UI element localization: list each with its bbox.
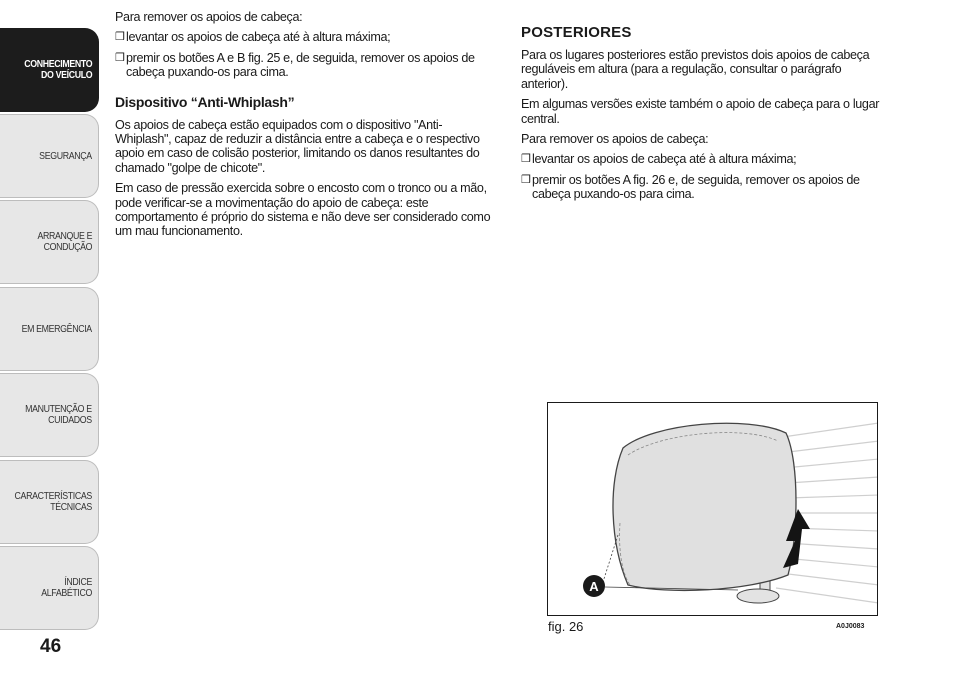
- paragraph: Em algumas versões existe também o apoio de cabeça para o lugar central.: [521, 97, 880, 126]
- list-item: [115, 51, 498, 80]
- bullet-text: premir os botões A e B fig. 25 e, de seguida, remover os apoios de cabeça puxando-os para cima.: [126, 50, 475, 80]
- headrest-drawing: [548, 403, 878, 616]
- checkbox-bullet-icon: ❒: [115, 51, 125, 64]
- list-item: [521, 173, 891, 202]
- checkbox-bullet-icon: ❒: [521, 153, 531, 166]
- tab-indice-alfabetico[interactable]: [0, 546, 99, 630]
- paragraph: Os apoios de cabeça estão equipados com o dispositivo "Anti-Whiplash", capaz de reduzir a distância entre a cabeça e o respectivo apoio em caso de colisão posterior, limitando os danos resultantes do chamado "golpe de chicote".: [115, 117, 480, 175]
- tab-conhecimento-do-veiculo[interactable]: [0, 28, 99, 112]
- tab-label: SEGURANÇA: [39, 150, 92, 162]
- tab-label: CARACTERÍSTICAS TÉCNICAS: [14, 491, 92, 513]
- figure-code: A0J0083: [836, 623, 865, 630]
- tab-label: CONHECIMENTO DO VEÍCULO: [24, 59, 92, 81]
- tab-label: MANUTENÇÃO E CUIDADOS: [25, 404, 92, 426]
- bullet-text: levantar os apoios de cabeça até à altura máxima;: [532, 152, 797, 167]
- list-item: [521, 152, 891, 166]
- tab-manutencao-e-cuidados[interactable]: [0, 373, 99, 457]
- callout-label: A: [589, 579, 599, 594]
- chapter-sidebar: [0, 0, 101, 686]
- tab-em-emergencia[interactable]: [0, 287, 99, 371]
- checkbox-bullet-icon: ❒: [115, 31, 125, 44]
- paragraph: Em caso de pressão exercida sobre o encosto com o tronco ou a mão, pode verificar-se a movimentação do apoio de cabeça: este comportamento é próprio do sistema e não deve ser considerado como um mau funcionamento.: [115, 181, 491, 239]
- tab-seguranca[interactable]: [0, 114, 99, 198]
- figure-caption: fig. 26: [548, 619, 584, 634]
- section-heading-anti-whiplash: Dispositivo “Anti-Whiplash”: [115, 93, 295, 110]
- left-column: [115, 10, 498, 245]
- right-column: [521, 24, 891, 208]
- intro-text: Para remover os apoios de cabeça:: [115, 10, 303, 24]
- bullet-text: levantar os apoios de cabeça até à altura máxima;: [126, 30, 391, 45]
- bullet-text: premir os botões A fig. 26 e, de seguida, remover os apoios de cabeça puxando-os para cima.: [532, 172, 860, 202]
- list-item: [115, 30, 498, 44]
- tab-arranque-e-conducao[interactable]: [0, 200, 99, 284]
- headrest-cushion: [613, 423, 796, 590]
- tab-caracteristicas-tecnicas[interactable]: [0, 460, 99, 544]
- release-button-a: [737, 589, 779, 603]
- paragraph: Para remover os apoios de cabeça:: [521, 132, 709, 147]
- tab-label: ARRANQUE E CONDUÇÃO: [37, 231, 92, 253]
- checkbox-bullet-icon: ❒: [521, 173, 531, 186]
- tab-label: ÍNDICE ALFABÉTICO: [41, 577, 92, 599]
- page-number: 46: [40, 636, 62, 657]
- paragraph: Para os lugares posteriores estão previstos dois apoios de cabeça reguláveis em altura (para a regulação, consultar o parágrafo anterior).: [521, 48, 870, 91]
- section-heading-posteriores: POSTERIORES: [521, 24, 632, 41]
- figure-headrest-illustration: [547, 402, 878, 616]
- tab-label: EM EMERGÊNCIA: [21, 323, 92, 335]
